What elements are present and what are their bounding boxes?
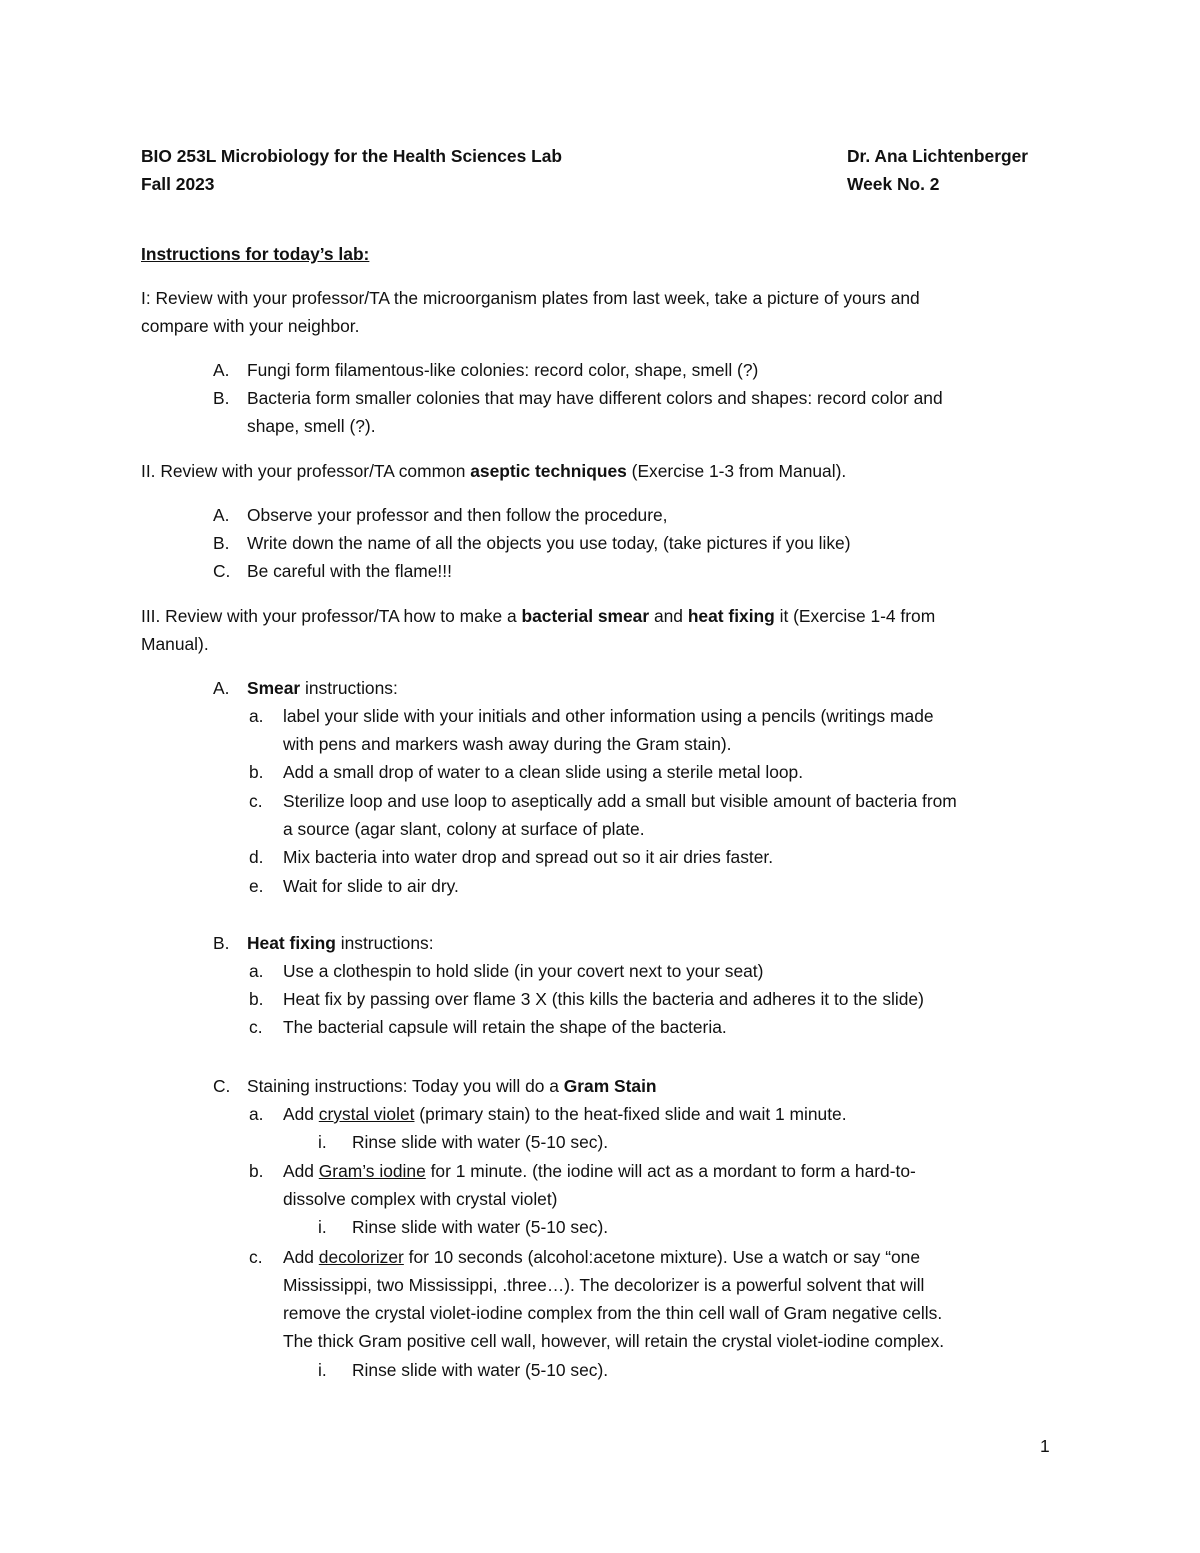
section3-intro-mid: and <box>649 606 688 626</box>
section3-intro-line1 <box>141 605 935 627</box>
stain-step-b-pre: Add <box>283 1161 319 1181</box>
page-number: 1 <box>1040 1436 1050 1456</box>
staining-heading-pre: Staining instructions: Today you will do a <box>247 1076 564 1096</box>
week-number: Week No. 2 <box>847 174 940 194</box>
stain-step-a-post: (primary stain) to the heat-fixed slide and wait 1 minute. <box>414 1104 847 1124</box>
stain-step-c-rinse: Rinse slide with water (5-10 sec). <box>352 1360 609 1380</box>
section1-intro-line2: compare with your neighbor. <box>141 316 360 336</box>
stain-step-b-line2: dissolve complex with crystal violet) <box>283 1189 558 1209</box>
section3-intro-pre: III. Review with your professor/TA how to make a <box>141 606 522 626</box>
list-marker: C. <box>213 561 231 581</box>
section3-intro-bold2: heat fixing <box>687 606 775 626</box>
instructor-name: Dr. Ana Lichtenberger <box>847 146 1029 166</box>
list-marker: c. <box>249 1017 263 1037</box>
stain-step-c-line3: remove the crystal violet-iodine complex from the thin cell wall of Gram negative cells. <box>283 1303 943 1323</box>
section2-intro-pre: II. Review with your professor/TA common <box>141 461 471 481</box>
smear-step-a-line1: label your slide with your initials and other information using a pencils (writings made <box>283 706 934 726</box>
heat-fixing-heading-rest: instructions: <box>335 933 434 953</box>
course-title: BIO 253L Microbiology for the Health Sciences Lab <box>141 146 563 166</box>
smear-step-c-line1: Sterilize loop and use loop to aseptically add a small but visible amount of bacteria from <box>283 791 957 811</box>
staining-heading <box>247 1075 657 1097</box>
smear-step-e: Wait for slide to air dry. <box>283 876 459 896</box>
list-marker: A. <box>213 678 230 698</box>
instructions-heading: Instructions for today’s lab: <box>141 244 370 264</box>
section2-item-c: Be careful with the flame!!! <box>247 561 452 581</box>
stain-step-a-reagent: crystal violet <box>318 1104 415 1124</box>
list-marker: B. <box>213 533 230 553</box>
list-marker: c. <box>249 1247 263 1267</box>
stain-step-b-post: for 1 minute. (the iodine will act as a mordant to form a hard-to- <box>425 1161 916 1181</box>
section1-item-b-line1: Bacteria form smaller colonies that may have different colors and shapes: record color and <box>247 388 943 408</box>
stain-step-c-line1 <box>283 1246 920 1268</box>
smear-heading-rest: instructions: <box>300 678 398 698</box>
stain-step-c-reagent: decolorizer <box>318 1247 404 1267</box>
stain-step-c-line4: The thick Gram positive cell wall, however, will retain the crystal violet-iodine complex. <box>283 1331 945 1351</box>
section2-item-a: Observe your professor and then follow the procedure, <box>247 505 668 525</box>
term: Fall 2023 <box>141 174 215 194</box>
smear-heading-bold: Smear <box>247 678 301 698</box>
heat-step-b: Heat fix by passing over flame 3 X (this kills the bacteria and adheres it to the slide) <box>283 989 924 1009</box>
heat-fixing-heading <box>247 932 434 954</box>
list-marker: i. <box>318 1132 327 1152</box>
section1-intro-line1: I: Review with your professor/TA the microorganism plates from last week, take a picture of yours and <box>141 288 920 308</box>
list-marker: A. <box>213 505 230 525</box>
stain-step-a-pre: Add <box>283 1104 319 1124</box>
list-marker: a. <box>249 1104 264 1124</box>
smear-step-b: Add a small drop of water to a clean slide using a sterile metal loop. <box>283 762 804 782</box>
list-marker: c. <box>249 791 263 811</box>
smear-step-d: Mix bacteria into water drop and spread out so it air dries faster. <box>283 847 774 867</box>
section2-intro <box>141 460 846 482</box>
section3-intro-bold1: bacterial smear <box>521 606 650 626</box>
staining-heading-bold: Gram Stain <box>563 1076 657 1096</box>
section2-item-b: Write down the name of all the objects you use today, (take pictures if you like) <box>247 533 851 553</box>
list-marker: e. <box>249 876 264 896</box>
stain-step-a <box>283 1103 847 1125</box>
list-marker: a. <box>249 961 264 981</box>
list-marker: d. <box>249 847 264 867</box>
section2-intro-post: (Exercise 1-3 from Manual). <box>626 461 847 481</box>
section2-intro-bold: aseptic techniques <box>470 461 627 481</box>
stain-step-a-rinse: Rinse slide with water (5-10 sec). <box>352 1132 609 1152</box>
section1-item-a: Fungi form filamentous-like colonies: record color, shape, smell (?) <box>247 360 759 380</box>
list-marker: i. <box>318 1360 327 1380</box>
list-marker: b. <box>249 762 264 782</box>
heat-step-c: The bacterial capsule will retain the shape of the bacteria. <box>283 1017 727 1037</box>
heat-fixing-heading-bold: Heat fixing <box>247 933 336 953</box>
stain-step-c-post: for 10 seconds (alcohol:acetone mixture). Use a watch or say “one <box>403 1247 921 1267</box>
smear-step-c-line2: a source (agar slant, colony at surface of plate. <box>283 819 645 839</box>
list-marker: b. <box>249 989 264 1009</box>
list-marker: B. <box>213 388 230 408</box>
stain-step-b-line1 <box>283 1160 916 1182</box>
stain-step-c-pre: Add <box>283 1247 319 1267</box>
list-marker: a. <box>249 706 264 726</box>
list-marker: i. <box>318 1217 327 1237</box>
section3-intro-post: it (Exercise 1-4 from <box>774 606 936 626</box>
section1-item-b-line2: shape, smell (?). <box>247 416 376 436</box>
section3-intro-line2: Manual). <box>141 634 209 654</box>
list-marker: B. <box>213 933 230 953</box>
list-marker: A. <box>213 360 230 380</box>
list-marker: C. <box>213 1076 231 1096</box>
heat-step-a: Use a clothespin to hold slide (in your covert next to your seat) <box>283 961 764 981</box>
stain-step-b-rinse: Rinse slide with water (5-10 sec). <box>352 1217 609 1237</box>
list-marker: b. <box>249 1161 264 1181</box>
stain-step-b-reagent: Gram’s iodine <box>318 1161 426 1181</box>
smear-step-a-line2: with pens and markers wash away during the Gram stain). <box>283 734 732 754</box>
smear-heading <box>247 677 398 699</box>
stain-step-c-line2: Mississippi, two Mississippi, .three…). The decolorizer is a powerful solvent that will <box>283 1275 925 1295</box>
